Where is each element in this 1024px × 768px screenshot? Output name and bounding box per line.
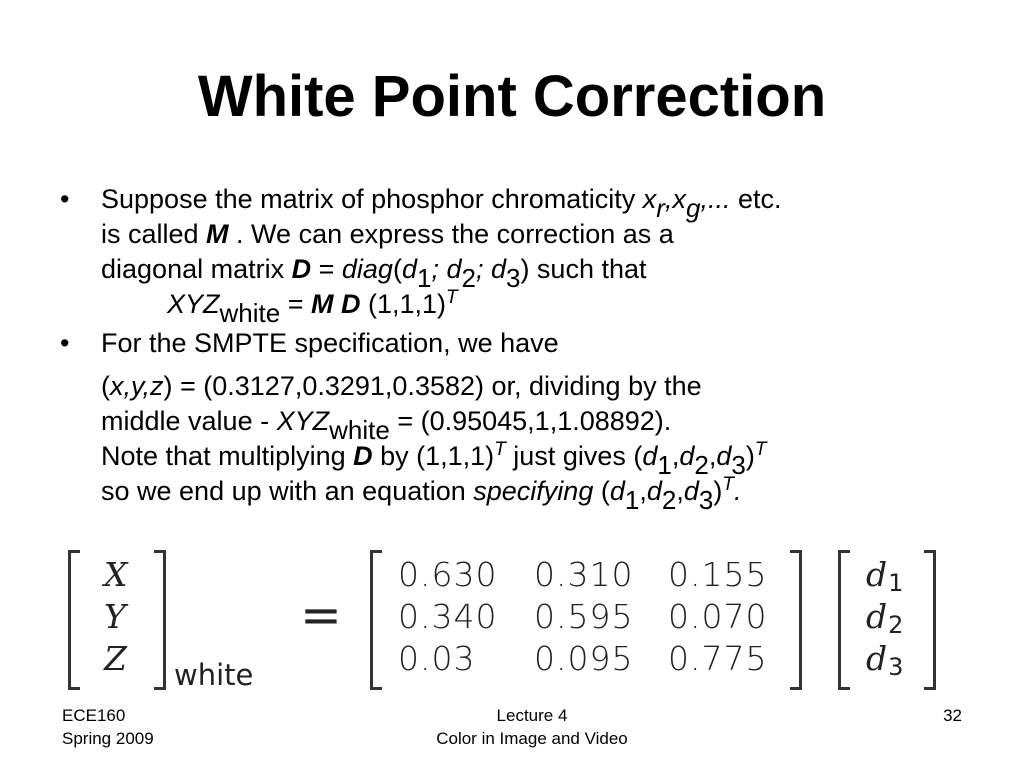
text: , [639, 476, 647, 506]
lecture-topic: Color in Image and Video [436, 729, 628, 748]
math-var: XYZ [167, 289, 220, 319]
superscript: T [722, 474, 734, 495]
matrix-equation [68, 550, 948, 690]
lecture-number: Lecture 4 [496, 706, 568, 725]
text: For the SMPTE specification, we have [101, 328, 559, 358]
superscript: T [754, 439, 767, 460]
text: = [311, 254, 342, 284]
bullet-2-line-2 [101, 369, 980, 404]
math-var: d [716, 441, 732, 471]
bullet-marker: • [60, 184, 70, 214]
text: just gives ( [505, 441, 643, 471]
matrix-cell: 0.340 [398, 597, 498, 636]
text: ,... [700, 184, 731, 214]
bullet-1-line-1 [101, 182, 980, 223]
bullet-2-line-1 [101, 326, 980, 361]
subscript: 1 [657, 450, 672, 480]
text: diagonal matrix [101, 254, 292, 284]
text: Note that multiplying [101, 441, 354, 471]
math-var: x [672, 184, 686, 214]
math-symbol: M D [311, 289, 361, 319]
subscript: 1 [888, 569, 905, 597]
text: , [664, 184, 673, 214]
subscript: 2 [661, 485, 677, 515]
math-var: XYZ [276, 406, 330, 436]
math-var: d [866, 555, 889, 594]
text: so we end up with an equation [101, 476, 474, 506]
text: is called [101, 219, 207, 249]
lhs-right-bracket [154, 550, 166, 690]
text: by (1,1,1) [372, 441, 495, 471]
text: = [280, 289, 311, 319]
lhs-left-bracket [68, 550, 80, 690]
matrix-cell: 0.095 [534, 639, 634, 678]
rhs-d3 [866, 638, 904, 688]
text: . [733, 476, 742, 506]
bullet-item-1 [60, 182, 980, 328]
course-term: Spring 2009 [62, 729, 154, 748]
bullet-1-line-3 [101, 252, 980, 293]
subscript: 1 [416, 263, 432, 293]
math-var: ; d [431, 254, 462, 284]
matrix-cell: 0.595 [534, 597, 634, 636]
text: ) [745, 441, 755, 471]
bullet-2-line-3 [101, 404, 980, 445]
text: , [676, 476, 684, 506]
text: ) = (0.3127,0.3291,0.3582) or, dividing by the [163, 371, 702, 401]
text: ) such that [520, 254, 647, 284]
subscript: g [685, 193, 701, 223]
matrix-cell: 0.630 [398, 555, 498, 594]
matrix-cell: 0.155 [668, 555, 768, 594]
math-var: d [401, 254, 417, 284]
subscript: 2 [888, 611, 905, 639]
subscript: 1 [624, 485, 640, 515]
text: , [671, 441, 680, 471]
math-symbol: D [291, 254, 312, 284]
math-var: ; d [475, 254, 506, 284]
text: ( [101, 371, 110, 401]
footer-lecture [362, 704, 702, 750]
matrix-cell: 0.310 [534, 555, 634, 594]
math-symbol: D [353, 441, 373, 471]
math-symbol: M [206, 219, 229, 249]
text: ) [713, 476, 723, 506]
subscript: 2 [694, 450, 709, 480]
math-var: d [646, 476, 662, 506]
math-var: d [866, 597, 889, 636]
subscript: 2 [461, 263, 476, 293]
footer-course [62, 704, 154, 750]
subscript: 3 [888, 653, 905, 681]
math-var: x [642, 184, 657, 214]
text: ( [392, 254, 402, 284]
text: . We can express the correction as a [228, 219, 674, 249]
text: (1,1,1) [360, 289, 447, 319]
equals-sign: = [300, 586, 342, 644]
text: Suppose the matrix of phosphor chromaticity [101, 184, 643, 214]
lhs-x: X [104, 555, 129, 594]
rhs-right-bracket [924, 550, 936, 690]
course-code: ECE160 [62, 706, 126, 725]
bullet-marker: • [60, 328, 70, 358]
bullet-item-2 [60, 326, 980, 515]
matrix-cell: 0.03 [398, 639, 476, 678]
lhs-y: Y [104, 597, 127, 636]
subscript: 3 [505, 263, 521, 293]
subscript: 3 [698, 485, 714, 515]
subscript: 3 [731, 450, 746, 480]
text: middle value - [101, 406, 277, 436]
matrix-cell: 0.775 [668, 639, 768, 678]
bullet-2-line-5 [101, 474, 980, 515]
subscript: white [329, 415, 390, 445]
bullet-1-line-4 [101, 287, 980, 328]
bullet-1-line-2 [101, 217, 980, 252]
bullet-2-line-4 [101, 439, 980, 480]
math-var: d [642, 441, 658, 471]
math-var: d [609, 476, 625, 506]
matrix-right-bracket [790, 550, 802, 690]
math-var: d [679, 441, 695, 471]
bullet-list [60, 182, 980, 515]
matrix-left-bracket [370, 550, 382, 690]
subscript: r [656, 193, 665, 223]
slide-title: White Point Correction [197, 64, 827, 129]
text: ( [593, 476, 610, 506]
lhs-subscript: white [174, 658, 254, 692]
matrix-cell: 0.070 [668, 597, 768, 636]
page-number: 32 [943, 706, 962, 725]
math-func: diag [341, 254, 393, 284]
text: = (0.95045,1,1.08892). [389, 406, 672, 436]
lhs-z: Z [104, 639, 128, 678]
math-var: d [866, 639, 889, 678]
superscript: T [446, 287, 458, 308]
math-var: x,y,z [110, 371, 164, 401]
text: etc. [730, 184, 782, 214]
rhs-left-bracket [838, 550, 850, 690]
text-italic: specifying [473, 476, 594, 506]
superscript: T [494, 439, 506, 460]
subscript: white [219, 298, 281, 328]
text: , [708, 441, 717, 471]
math-var: d [683, 476, 699, 506]
